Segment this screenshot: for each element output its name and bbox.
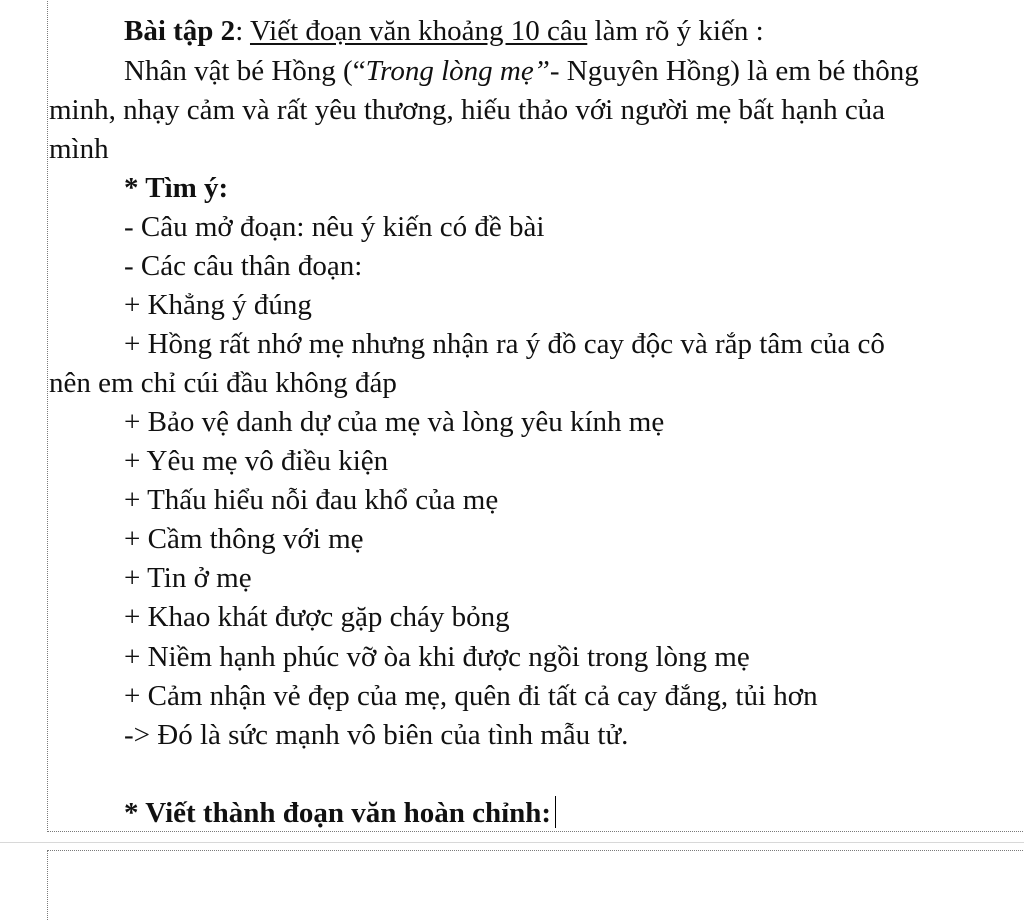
list-item: + Thấu hiểu nỗi đau khổ của mẹ	[124, 484, 499, 516]
page-break	[0, 842, 1024, 843]
exercise-title: Bài tập 2: Viết đoạn văn khoảng 10 câu làm rõ ý kiến :	[124, 15, 764, 47]
list-item: + Tin ở mẹ	[124, 562, 252, 594]
conclusion: -> Đó là sức mạnh vô biên của tình mẫu tử.	[124, 719, 629, 751]
list-item: + Hồng rất nhớ mẹ nhưng nhận ra ý đồ cay độc và rắp tâm của cô	[124, 328, 885, 360]
exercise-task: Viết đoạn văn khoảng 10 câu	[249, 15, 588, 47]
list-item: + Cầm thông với mẹ	[124, 523, 364, 555]
body-heading: - Các câu thân đoạn:	[124, 250, 363, 282]
list-item: + Niềm hạnh phúc vỡ òa khi được ngồi trong lòng mẹ	[124, 641, 750, 673]
text-cursor	[555, 796, 556, 828]
statement-line-2: minh, nhạy cảm và rất yêu thương, hiếu thảo với người mẹ bất hạnh của	[49, 94, 886, 126]
list-item: + Bảo vệ danh dự của mẹ và lòng yêu kính mẹ	[124, 406, 665, 438]
find-ideas-heading: * Tìm ý:	[124, 172, 229, 204]
opening-sentence: - Câu mở đoạn: nêu ý kiến có đề bài	[124, 211, 545, 243]
statement-line-3: mình	[49, 133, 109, 165]
list-item: + Khẳng ý đúng	[124, 289, 312, 321]
statement-line-1: Nhân vật bé Hồng (“Trong lòng mẹ”- Nguyên Hồng) là em bé thông	[124, 55, 919, 87]
work-title: Trong lòng mẹ”	[365, 55, 550, 87]
list-item-continuation: nên em chỉ cúi đầu không đáp	[49, 367, 397, 399]
list-item: + Yêu mẹ vô điều kiện	[124, 445, 389, 477]
write-heading[interactable]: * Viết thành đoạn văn hoàn chỉnh:	[124, 794, 556, 833]
list-item: + Cảm nhận vẻ đẹp của mẹ, quên đi tất cả cay đắng, tủi hơn	[124, 680, 818, 712]
next-page	[47, 850, 1024, 920]
exercise-label: Bài tập 2	[124, 15, 236, 47]
list-item: + Khao khát được gặp cháy bỏng	[124, 601, 510, 633]
